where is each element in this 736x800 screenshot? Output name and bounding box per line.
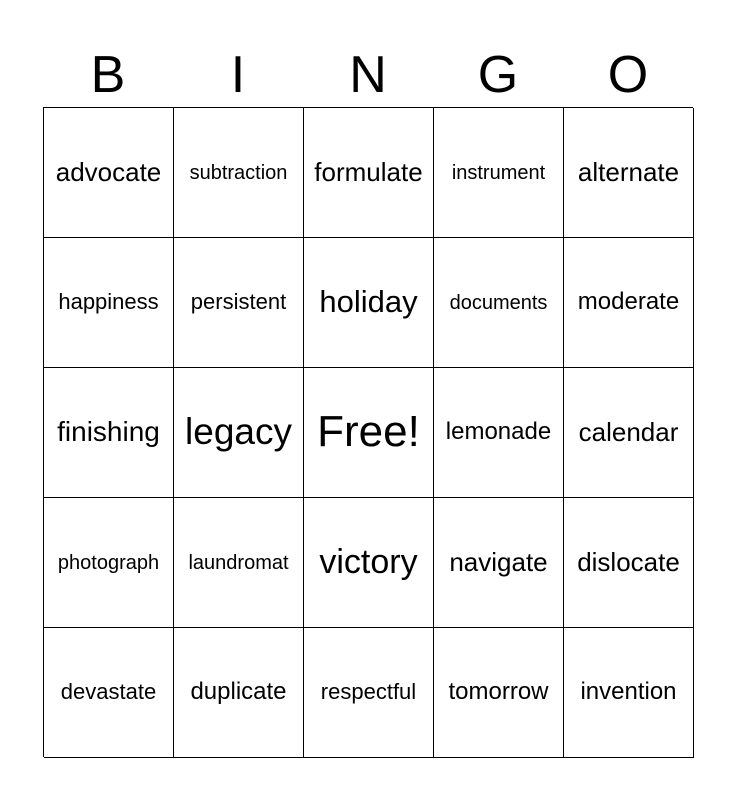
bingo-cell[interactable]: calendar bbox=[564, 368, 694, 498]
bingo-cell[interactable]: instrument bbox=[434, 108, 564, 238]
bingo-cell[interactable]: duplicate bbox=[174, 628, 304, 758]
bingo-cell[interactable]: invention bbox=[564, 628, 694, 758]
bingo-cell[interactable]: finishing bbox=[44, 368, 174, 498]
bingo-cell[interactable]: legacy bbox=[174, 368, 304, 498]
bingo-cell[interactable]: navigate bbox=[434, 498, 564, 628]
bingo-cell[interactable]: laundromat bbox=[174, 498, 304, 628]
header-letter-i: I bbox=[230, 46, 246, 104]
header-letter-n: N bbox=[349, 46, 387, 104]
bingo-card-grid bbox=[43, 107, 693, 757]
bingo-cell[interactable]: lemonade bbox=[434, 368, 564, 498]
bingo-cell[interactable]: photograph bbox=[44, 498, 174, 628]
bingo-cell[interactable]: alternate bbox=[564, 108, 694, 238]
bingo-header bbox=[43, 42, 693, 108]
bingo-cell[interactable]: devastate bbox=[44, 628, 174, 758]
bingo-cell[interactable]: respectful bbox=[304, 628, 434, 758]
bingo-cell[interactable]: persistent bbox=[174, 238, 304, 368]
bingo-cell[interactable]: subtraction bbox=[174, 108, 304, 238]
bingo-cell[interactable]: tomorrow bbox=[434, 628, 564, 758]
bingo-cell[interactable]: advocate bbox=[44, 108, 174, 238]
bingo-cell[interactable]: formulate bbox=[304, 108, 434, 238]
bingo-cell[interactable]: dislocate bbox=[564, 498, 694, 628]
header-letter-g: G bbox=[477, 46, 519, 104]
bingo-cell[interactable]: documents bbox=[434, 238, 564, 368]
header-letter-b: B bbox=[90, 46, 126, 104]
bingo-cell[interactable]: moderate bbox=[564, 238, 694, 368]
bingo-cell[interactable]: victory bbox=[304, 498, 434, 628]
bingo-cell[interactable]: holiday bbox=[304, 238, 434, 368]
header-letter-o: O bbox=[607, 46, 649, 104]
free-space-cell[interactable]: Free! bbox=[304, 368, 434, 498]
bingo-cell[interactable]: happiness bbox=[44, 238, 174, 368]
